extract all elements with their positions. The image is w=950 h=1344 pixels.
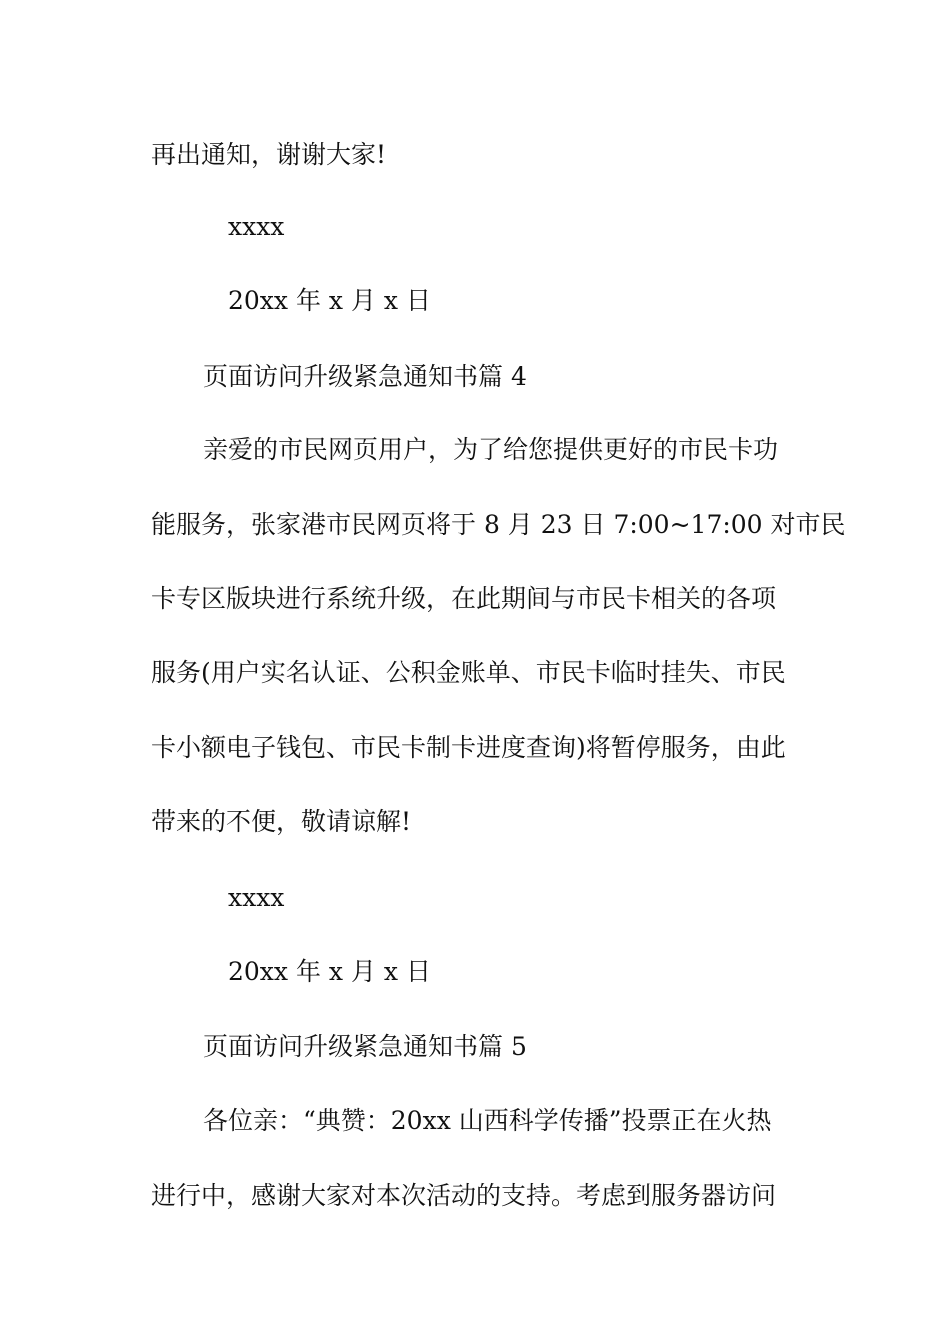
paragraph-line: 卡专区版块进行系统升级，在此期间与市民卡相关的各项 <box>151 584 777 613</box>
section-heading: 页面访问升级紧急通知书篇 5 <box>203 1032 527 1061</box>
paragraph-line: 卡小额电子钱包、市民卡制卡进度查询)将暂停服务，由此 <box>151 733 786 762</box>
signature-date: 20xx 年 x 月 x 日 <box>228 286 431 315</box>
paragraph-line: 进行中，感谢大家对本次活动的支持。考虑到服务器访问 <box>151 1181 777 1210</box>
section-heading: 页面访问升级紧急通知书篇 4 <box>203 362 527 391</box>
paragraph-line: 亲爱的市民网页用户，为了给您提供更好的市民卡功 <box>203 435 779 464</box>
signature-name: xxxx <box>228 883 285 912</box>
paragraph-line: 服务(用户实名认证、公积金账单、市民卡临时挂失、市民 <box>151 658 786 687</box>
paragraph-line: 带来的不便，敬请谅解! <box>151 807 412 836</box>
paragraph-line: 再出通知，谢谢大家! <box>151 140 387 169</box>
paragraph-line: 能服务，张家港市民网页将于 8 月 23 日 7:00~17:00 对市民 <box>151 510 846 539</box>
signature-name: xxxx <box>228 212 285 241</box>
signature-date: 20xx 年 x 月 x 日 <box>228 957 431 986</box>
paragraph-line: 各位亲：“典赞：20xx 山西科学传播”投票正在火热 <box>203 1106 772 1135</box>
